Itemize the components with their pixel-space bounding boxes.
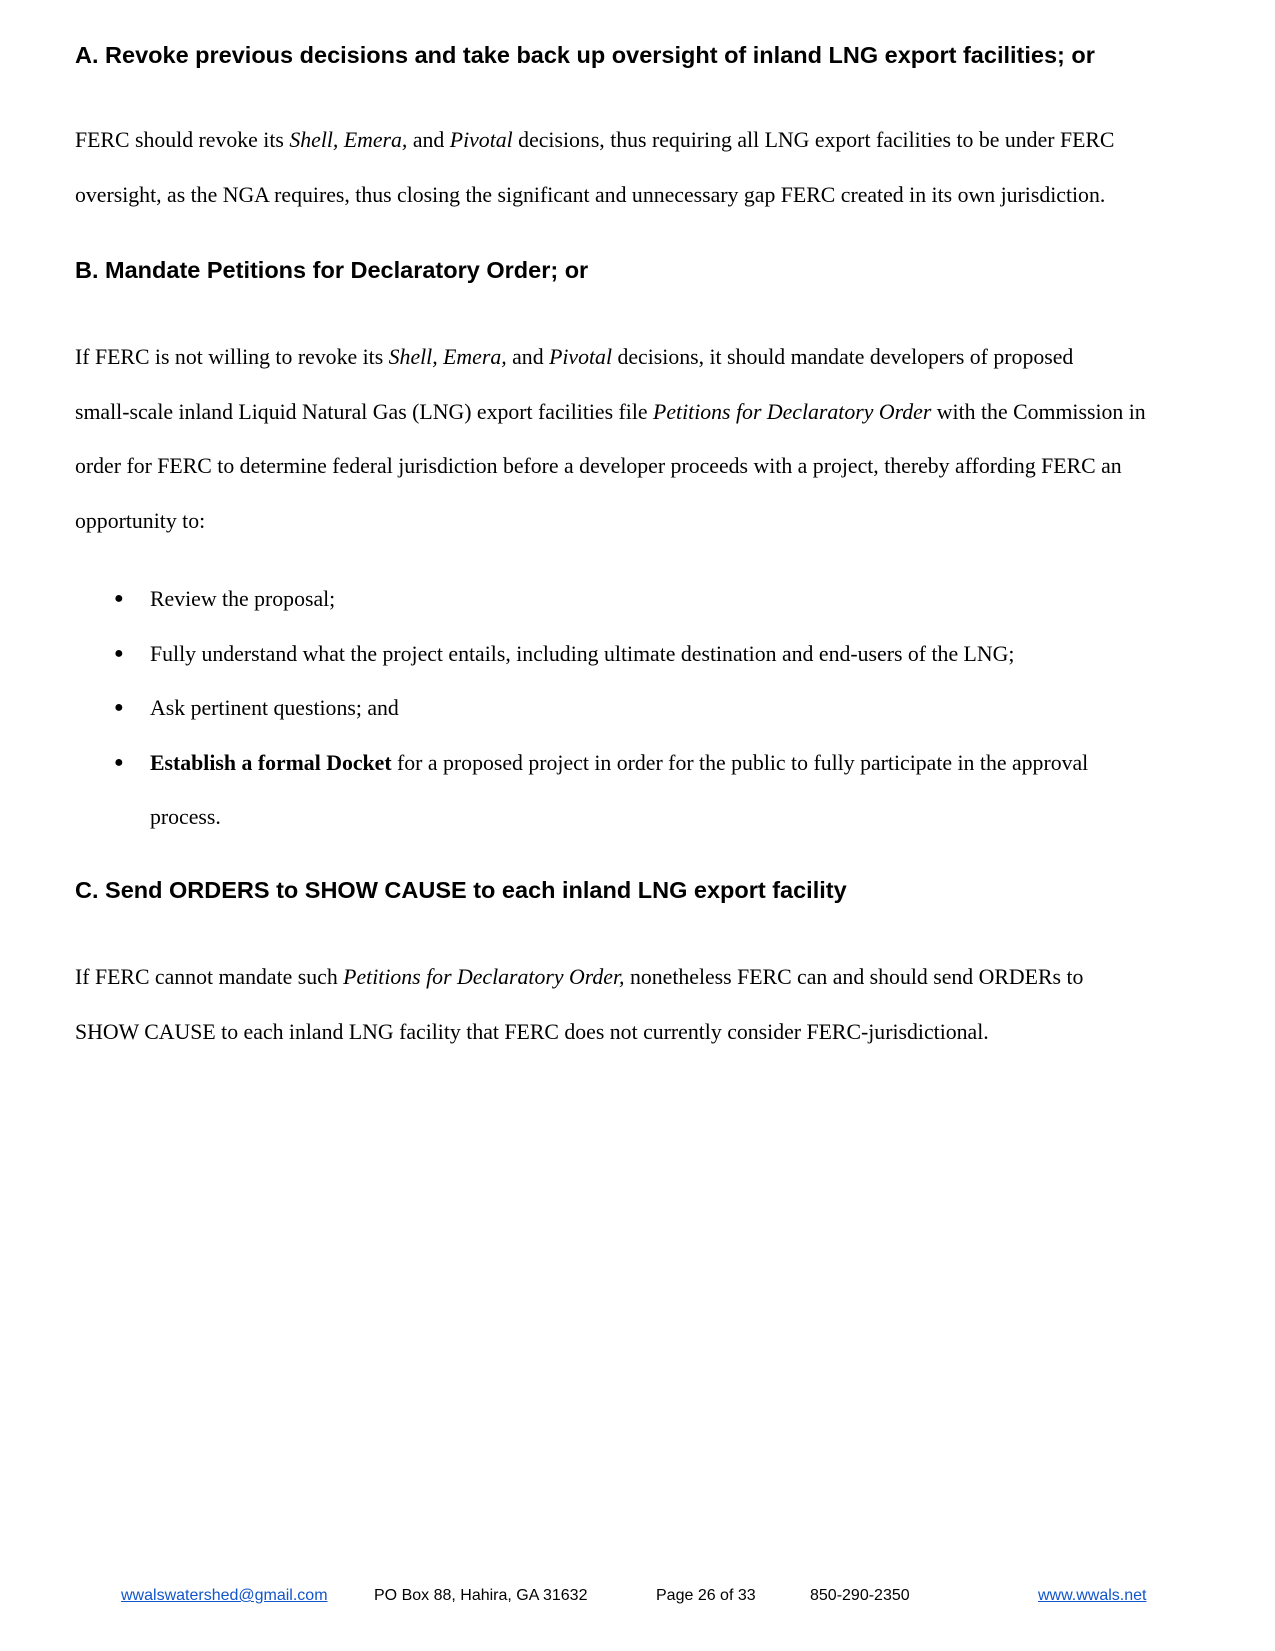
section-c-line-2: SHOW CAUSE to each inland LNG facility that FERC does not currently consider FERC-jurisdictional. — [75, 1019, 989, 1044]
page-footer — [0, 1584, 1275, 1608]
list-item: ● Fully understand what the project entails, including ultimate destination and end-users of the LNG; — [75, 627, 1215, 682]
footer-email-link[interactable]: wwalswatershed@gmail.com — [121, 1587, 328, 1604]
section-a-heading: A. Revoke previous decisions and take back up oversight of inland LNG export facilities; or — [75, 42, 1095, 68]
section-c-line-1: If FERC cannot mandate such Petitions for Declaratory Order, nonetheless FERC can and should send ORDERs to — [75, 965, 1084, 989]
section-c-paragraph — [75, 950, 1215, 1059]
list-item: ● Ask pertinent questions; and — [75, 681, 1215, 736]
section-b-heading: B. Mandate Petitions for Declaratory Order; or — [75, 257, 589, 283]
bullet-icon: ● — [114, 699, 124, 716]
section-c-heading: C. Send ORDERS to SHOW CAUSE to each inland LNG export facility — [75, 877, 847, 903]
section-b-paragraph — [75, 330, 1215, 548]
footer-website-link[interactable]: www.wwals.net — [1038, 1587, 1147, 1604]
case-name-pivotal: Pivotal — [449, 128, 513, 152]
bullet-icon: ● — [114, 590, 124, 607]
footer-address: PO Box 88, Hahira, GA 31632 — [374, 1587, 588, 1604]
footer-phone: 850-290-2350 — [810, 1587, 910, 1604]
bullet-icon: ● — [114, 753, 124, 771]
case-name-shell-emera: Shell, Emera, — [388, 345, 507, 369]
bullet-list — [75, 572, 1215, 845]
section-b-line-1: If FERC is not willing to revoke its Shell, Emera, and Pivotal decisions, it should mandate developers of proposed — [75, 345, 1074, 369]
bullet-icon: ● — [114, 644, 124, 662]
footer-page-number: Page 26 of 33 — [656, 1587, 756, 1604]
section-a-line-2: oversight, as the NGA requires, thus closing the significant and unnecessary gap FERC created in its own jurisdiction. — [75, 182, 1106, 207]
list-item: ● Review the proposal; — [75, 572, 1215, 627]
list-item: ● Establish a formal Docket for a proposed project in order for the public to fully participate in the approval process. — [75, 736, 1215, 845]
section-a-line-1: FERC should revoke its Shell, Emera, and Pivotal decisions, thus requiring all LNG export facilities to be under FERC — [75, 128, 1115, 152]
section-b-line-2: small-scale inland Liquid Natural Gas (LNG) export facilities file Petitions for Declaratory Order with the Commission in — [75, 399, 1146, 424]
section-a-paragraph — [75, 113, 1215, 222]
section-b-line-3: order for FERC to determine federal jurisdiction before a developer proceeds with a project, thereby affording FERC an — [75, 454, 1122, 478]
case-name-pivotal: Pivotal — [549, 345, 613, 369]
petitions-term: Petitions for Declaratory Order, — [343, 965, 625, 989]
case-name-shell-emera: Shell, Emera, — [289, 128, 408, 152]
bold-phrase: Establish a formal Docket — [150, 750, 392, 775]
section-b-line-4: opportunity to: — [75, 508, 206, 533]
petitions-term: Petitions for Declaratory Order — [653, 399, 932, 424]
